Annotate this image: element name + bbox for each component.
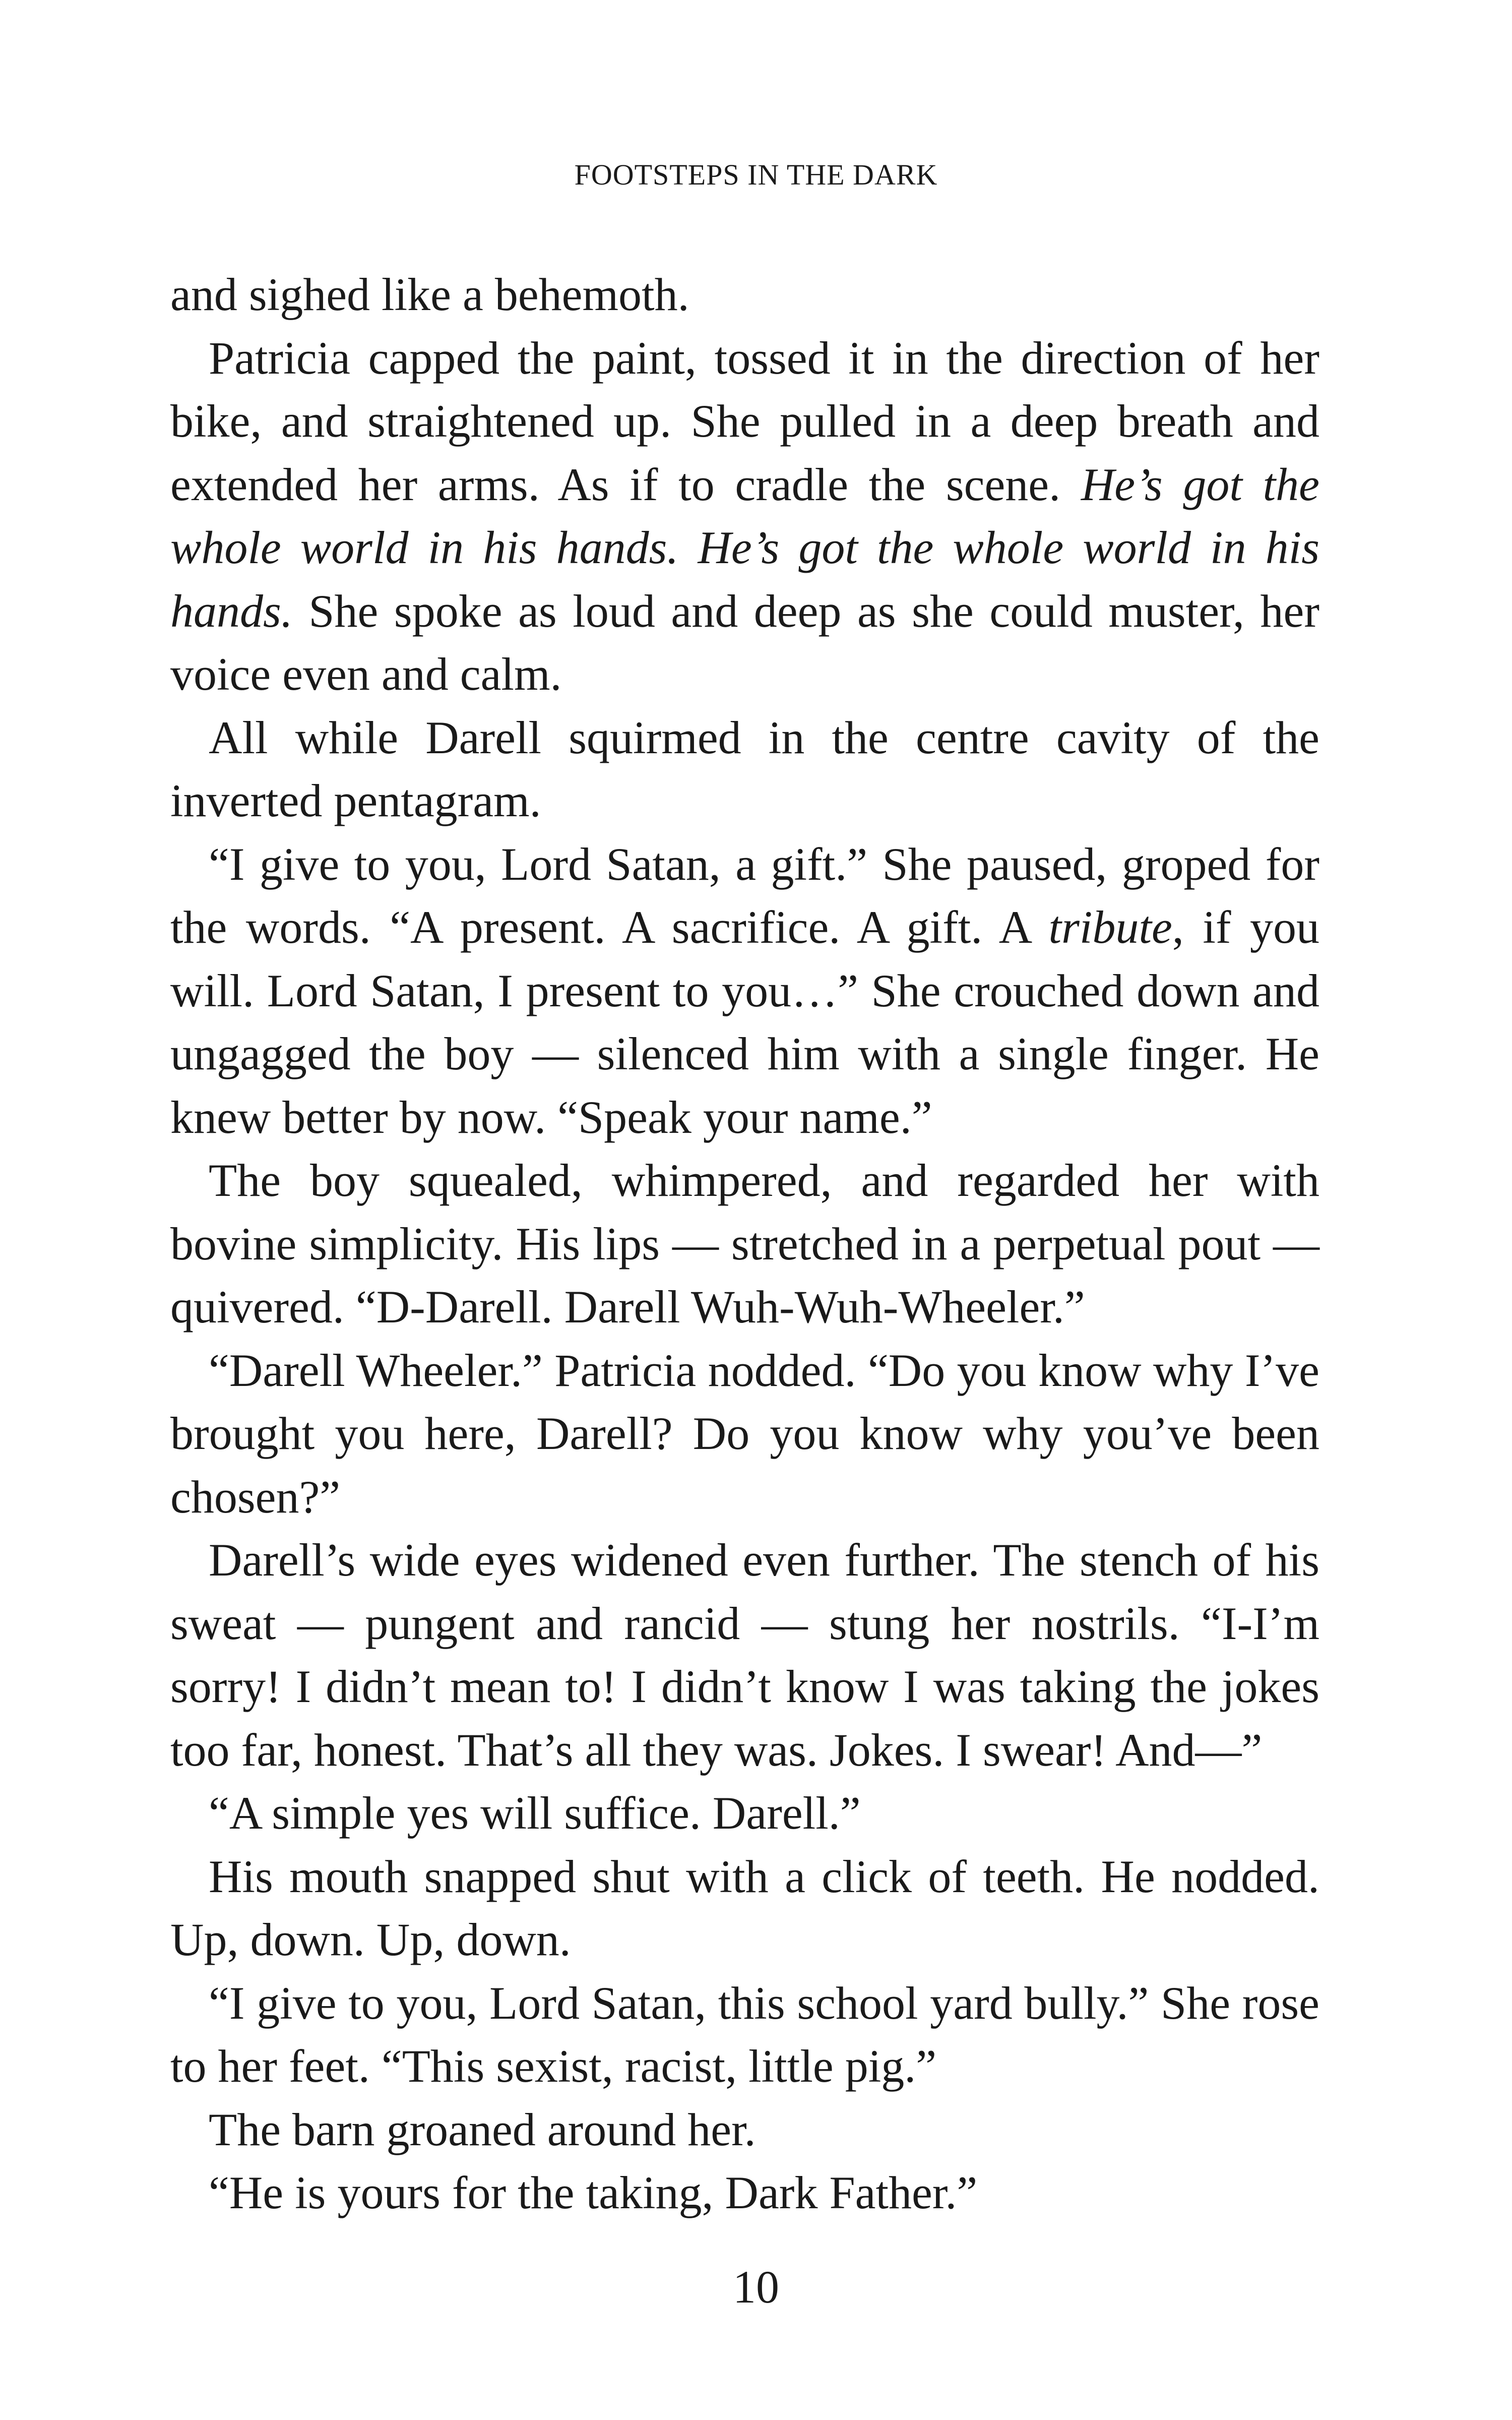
paragraph-2-italic: He’s got the whole world in his hands. He’s got the whole world in his hands. — [170, 458, 1319, 637]
paragraph-8-text: “A simple yes will suffice. Darell.” — [209, 1787, 861, 1839]
paragraph-12 — [170, 2161, 1319, 2225]
paragraph-2-text-b: She spoke as loud and deep as she could muster, her voice even and calm. — [170, 585, 1319, 700]
page-number: 10 — [733, 2261, 779, 2313]
paragraph-3 — [170, 706, 1319, 833]
paragraph-5-text: The boy squealed, whimpered, and regarded her with bovine simplicity. His lips — stretched in a perpetual pout — quivered. “D-Darell. Darell Wuh-Wuh-Wheeler.” — [170, 1155, 1319, 1333]
paragraph-1 — [170, 263, 1319, 327]
running-header: FOOTSTEPS IN THE DARK — [574, 158, 938, 191]
paragraph-10 — [170, 1972, 1319, 2098]
paragraph-2-text-a: Patricia capped the paint, tossed it in the direction of her bike, and straightened up. She pulled in a deep breath and extended her arms. As if to cradle the scene. — [170, 332, 1319, 510]
body-text — [170, 263, 1319, 2225]
paragraph-3-text: All while Darell squirmed in the centre cavity of the inverted pentagram. — [170, 711, 1319, 826]
paragraph-4-text-b: , if you will. Lord Satan, I present to you…” She crouched down and ungagged the boy — silenced him with a single finger. He knew better by now. “Speak your name.” — [170, 901, 1319, 1143]
paragraph-1-text: and sighed like a behemoth. — [170, 269, 689, 320]
paragraph-8 — [170, 1782, 1319, 1845]
paragraph-11-text: The barn groaned around her. — [209, 2103, 756, 2155]
paragraph-9 — [170, 1845, 1319, 1972]
paragraph-10-text: “I give to you, Lord Satan, this school yard bully.” She rose to her feet. “This sexist, racist, little pig.” — [170, 1977, 1319, 2092]
paragraph-9-text: His mouth snapped shut with a click of teeth. He nodded. Up, down. Up, down. — [170, 1850, 1319, 1965]
paragraph-7-text: Darell’s wide eyes widened even further. The stench of his sweat — pungent and rancid — stung her nostrils. “I-I’m sorry! I didn’t mean to! I didn’t know I was taking the jokes too far, honest. That’s all they was. Jokes. I swear! And—” — [170, 1534, 1319, 1776]
paragraph-7 — [170, 1529, 1319, 1782]
paragraph-4-text-a: “I give to you, Lord Satan, a gift.” She paused, groped for the words. “A present. A sacrifice. A gift. A — [170, 838, 1319, 953]
paragraph-4-italic: tribute — [1048, 901, 1172, 953]
paragraph-4 — [170, 833, 1319, 1150]
paragraph-12-text: “He is yours for the taking, Dark Father.” — [209, 2167, 978, 2218]
paragraph-6-text: “Darell Wheeler.” Patricia nodded. “Do you know why I’ve brought you here, Darell? Do you know why you’ve been chosen?” — [170, 1344, 1319, 1523]
paragraph-5 — [170, 1149, 1319, 1339]
paragraph-2 — [170, 327, 1319, 706]
paragraph-11 — [170, 2098, 1319, 2162]
paragraph-6 — [170, 1339, 1319, 1529]
